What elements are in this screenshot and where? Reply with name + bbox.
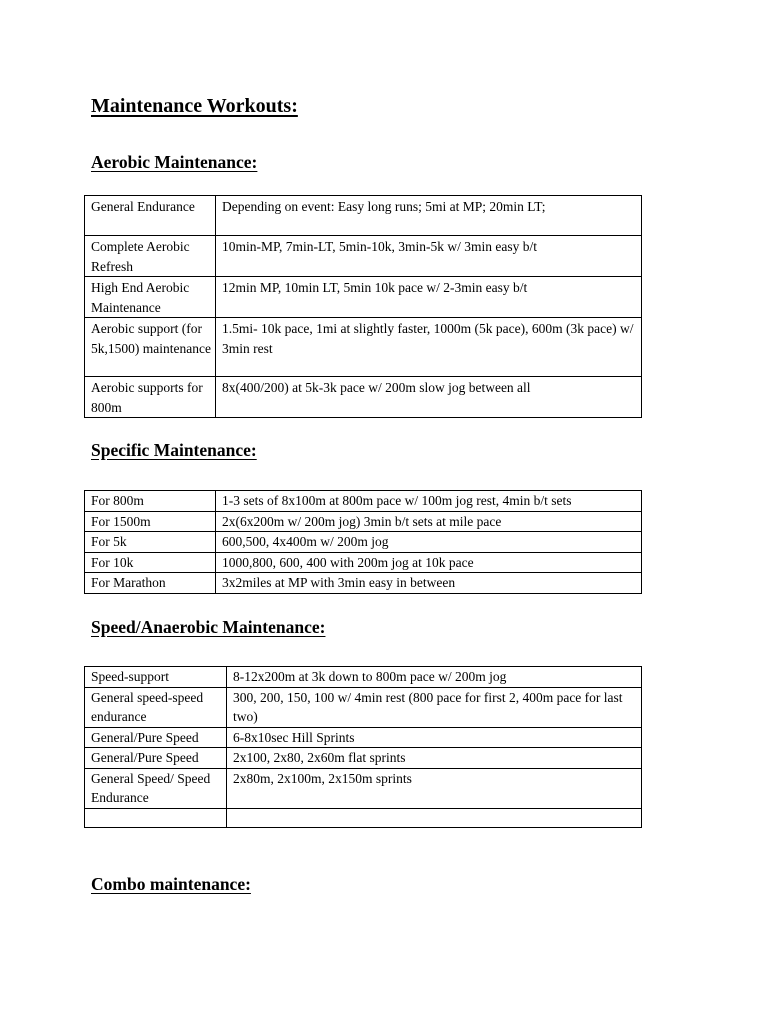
section-heading-combo: Combo maintenance:	[91, 874, 251, 894]
table-row	[85, 768, 642, 808]
table-row	[85, 318, 642, 377]
workout-name-cell: For Marathon	[85, 573, 216, 594]
workout-detail-cell	[227, 808, 642, 827]
workout-detail-cell: 1.5mi- 10k pace, 1mi at slightly faster, 1000m (5k pace), 600m (3k pace) w/ 3min rest	[216, 318, 642, 377]
workout-name-cell: For 1500m	[85, 511, 216, 532]
workout-name-cell: General/Pure Speed	[85, 748, 227, 769]
workout-detail-cell: 12min MP, 10min LT, 5min 10k pace w/ 2-3min easy b/t	[216, 277, 642, 318]
workout-detail-cell: 2x100, 2x80, 2x60m flat sprints	[227, 748, 642, 769]
table-row	[85, 573, 642, 594]
workout-name-cell: Complete Aerobic Refresh	[85, 236, 216, 277]
section-heading-aerobic: Aerobic Maintenance:	[91, 152, 258, 172]
section-heading-speed: Speed/Anaerobic Maintenance:	[91, 617, 326, 637]
workout-detail-cell: 2x(6x200m w/ 200m jog) 3min b/t sets at mile pace	[216, 511, 642, 532]
table-row	[85, 511, 642, 532]
workout-detail-cell: 300, 200, 150, 100 w/ 4min rest (800 pace for first 2, 400m pace for last two)	[227, 687, 642, 727]
workout-detail-cell: 1-3 sets of 8x100m at 800m pace w/ 100m jog rest, 4min b/t sets	[216, 491, 642, 512]
workout-detail-cell: 8-12x200m at 3k down to 800m pace w/ 200m jog	[227, 667, 642, 688]
workout-name-cell: For 10k	[85, 552, 216, 573]
workout-name-cell: General/Pure Speed	[85, 727, 227, 748]
workout-detail-cell: 3x2miles at MP with 3min easy in between	[216, 573, 642, 594]
table-row	[85, 196, 642, 236]
workout-detail-cell: 8x(400/200) at 5k-3k pace w/ 200m slow jog between all	[216, 377, 642, 418]
workout-name-cell: General Endurance	[85, 196, 216, 236]
table-row	[85, 667, 642, 688]
table-row	[85, 277, 642, 318]
specific-table	[84, 490, 642, 594]
table-row	[85, 377, 642, 418]
workout-name-cell	[85, 808, 227, 827]
workout-name-cell: For 5k	[85, 532, 216, 553]
workout-detail-cell: 6-8x10sec Hill Sprints	[227, 727, 642, 748]
document-title: Maintenance Workouts:	[91, 95, 298, 117]
table-row	[85, 491, 642, 512]
workout-name-cell: Aerobic supports for 800m	[85, 377, 216, 418]
workout-detail-cell: 600,500, 4x400m w/ 200m jog	[216, 532, 642, 553]
workout-name-cell: General speed-speed endurance	[85, 687, 227, 727]
workout-detail-cell: 2x80m, 2x100m, 2x150m sprints	[227, 768, 642, 808]
workout-name-cell: Speed-support	[85, 667, 227, 688]
workout-name-cell: General Speed/ Speed Endurance	[85, 768, 227, 808]
aerobic-table	[84, 195, 642, 418]
table-row	[85, 808, 642, 827]
workout-detail-cell: 1000,800, 600, 400 with 200m jog at 10k pace	[216, 552, 642, 573]
table-row	[85, 687, 642, 727]
speed-table	[84, 666, 642, 828]
workout-detail-cell: Depending on event: Easy long runs; 5mi at MP; 20min LT;	[216, 196, 642, 236]
table-row	[85, 748, 642, 769]
workout-name-cell: High End Aerobic Maintenance	[85, 277, 216, 318]
workout-name-cell: For 800m	[85, 491, 216, 512]
table-row	[85, 727, 642, 748]
table-row	[85, 532, 642, 553]
workout-detail-cell: 10min-MP, 7min-LT, 5min-10k, 3min-5k w/ 3min easy b/t	[216, 236, 642, 277]
table-row	[85, 236, 642, 277]
workout-name-cell: Aerobic support (for 5k,1500) maintenance	[85, 318, 216, 377]
section-heading-specific: Specific Maintenance:	[91, 440, 257, 460]
table-row	[85, 552, 642, 573]
